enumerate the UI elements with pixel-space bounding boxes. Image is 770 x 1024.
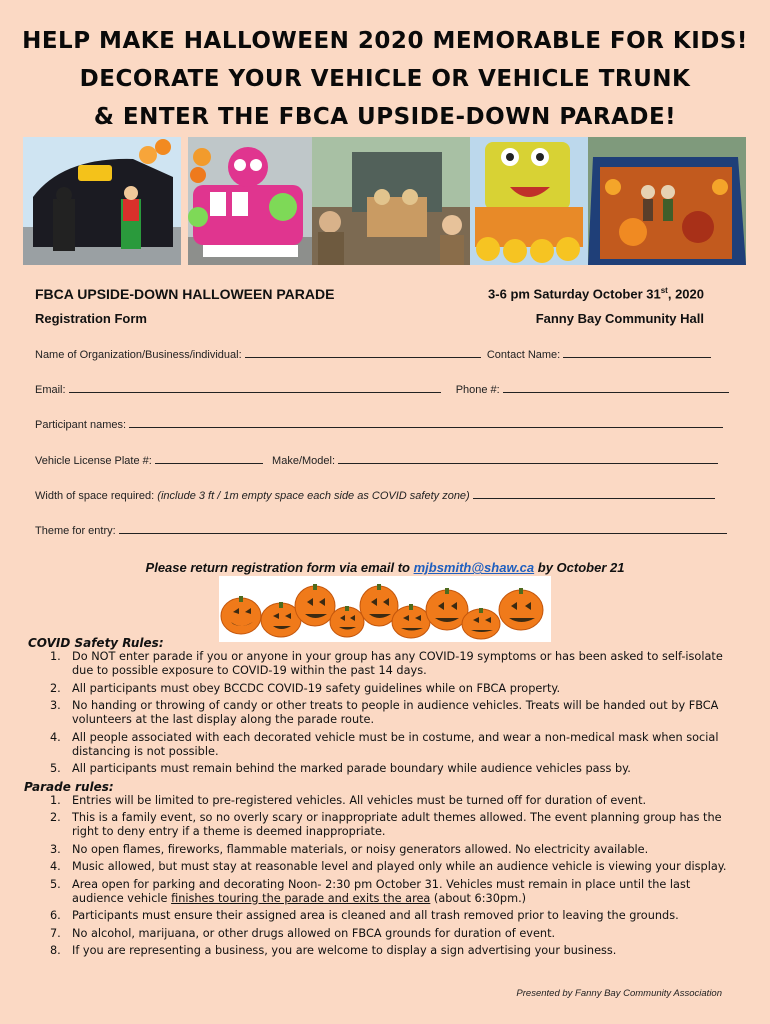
photo-spongebob-costume: [470, 137, 588, 265]
form-row-email: [35, 383, 729, 396]
email-label: Email:: [35, 384, 66, 396]
item-text: Music allowed, but must stay at reasonable level and played only while an audience vehicle is viewing your display.: [72, 860, 727, 873]
contact-field[interactable]: [563, 348, 711, 358]
list-item: [28, 811, 743, 839]
item-text: No open flames, fireworks, flammable materials, or noisy generators allowed. No electricity available.: [72, 842, 649, 856]
participants-label: Participant names:: [35, 419, 127, 431]
form-row-theme: [35, 524, 727, 537]
event-date-time: [488, 286, 704, 301]
item-text: No alcohol, marijuana, or other drugs allowed on FBCA grounds for duration of event.: [72, 926, 556, 940]
item-number: 5.: [50, 762, 61, 775]
plate-field[interactable]: [155, 454, 263, 464]
parade-rules-heading: Parade rules:: [24, 779, 114, 794]
covid-rules-heading: COVID Safety Rules:: [28, 636, 164, 650]
plate-label: Vehicle License Plate #:: [35, 455, 152, 467]
parade-rules-list: [28, 794, 743, 959]
form-subtitle: Registration Form: [35, 311, 147, 326]
form-row-participants: [35, 418, 723, 431]
item-number: 5.: [50, 877, 61, 891]
event-time-text: 3-6 pm Saturday October 31: [488, 286, 661, 302]
phone-field[interactable]: [503, 383, 729, 393]
list-item: [28, 944, 743, 958]
event-year-text: , 2020: [667, 286, 704, 302]
event-date-suffix: st: [660, 286, 668, 295]
item-number: 8.: [50, 944, 61, 957]
headline-line-3: & ENTER THE FBCA UPSIDE-DOWN PARADE!: [93, 104, 677, 130]
list-item: [28, 682, 743, 696]
item-text-end: (about 6:30pm.): [430, 891, 527, 905]
list-item: [28, 794, 743, 808]
width-note: (include 3 ft / 1m empty space each side as COVID safety zone): [157, 490, 470, 502]
list-item: [28, 878, 743, 906]
item-text: Entries will be limited to pre-registered vehicles. All vehicles must be turned off for duration of event.: [72, 793, 647, 807]
theme-label: Theme for entry:: [35, 525, 116, 537]
list-item: [28, 927, 743, 941]
list-item: [28, 731, 743, 759]
phone-label: Phone #:: [455, 384, 500, 396]
item-text: Participants must ensure their assigned area is cleaned and all trash removed prior to leaving the grounds.: [72, 909, 679, 922]
item-text: Area open for parking and decorating Noon- 2:30 pm October 31. Vehicles must remain in place until the last audience vehicle: [72, 877, 691, 905]
item-text: All participants must remain behind the marked parade boundary while audience vehicles pass by.: [72, 762, 631, 775]
org-field[interactable]: [245, 348, 481, 358]
rules-section: [24, 636, 743, 962]
event-location: Fanny Bay Community Hall: [535, 311, 704, 326]
list-item: [28, 650, 743, 678]
list-item: [28, 860, 743, 874]
item-number: 3.: [50, 699, 61, 712]
item-number: 2.: [50, 811, 61, 824]
list-item: [28, 843, 743, 857]
form-row-organization: [35, 348, 711, 361]
theme-field[interactable]: [119, 524, 727, 534]
org-label: Name of Organization/Business/individual:: [35, 349, 242, 361]
width-label: Width of space required:: [35, 490, 155, 502]
form-row-width: [35, 489, 715, 502]
make-field[interactable]: [338, 454, 718, 464]
item-number: 4.: [50, 730, 61, 744]
contact-label: Contact Name:: [486, 349, 561, 361]
list-item: [28, 909, 743, 923]
email-link[interactable]: mjbsmith@shaw.ca: [413, 560, 535, 575]
headline-line-2: DECORATE YOUR VEHICLE OR VEHICLE TRUNK: [79, 66, 691, 92]
participants-field[interactable]: [129, 418, 723, 428]
headline-line-1: HELP MAKE HALLOWEEN 2020 MEMORABLE FOR KIDS!: [22, 28, 748, 54]
return-text-post: by October 21: [534, 560, 625, 575]
covid-rules-list: [28, 650, 743, 776]
event-title: FBCA UPSIDE-DOWN HALLOWEEN PARADE: [35, 286, 335, 302]
item-number: 1.: [50, 650, 61, 663]
email-field[interactable]: [69, 383, 441, 393]
photo-scarecrow-display: [312, 137, 470, 265]
item-number: 7.: [50, 926, 61, 940]
item-text: Do NOT enter parade if you or anyone in your group has any COVID-19 symptoms or has been asked to self-isolate due to possible exposure to COVID-19 within the past 14 days.: [72, 650, 723, 677]
return-instruction: [0, 560, 770, 575]
item-text: No handing or throwing of candy or other treats to people in audience vehicles. Treats will be handed out by FBCA volunteers at the last display along the parade route.: [72, 699, 719, 726]
item-text: This is a family event, so no overly scary or inappropriate adult themes allowed. The event planning group has the right to deny entry if a theme is deemed inappropriate.: [72, 811, 722, 838]
photo-superhero-trunk: [23, 137, 181, 265]
item-text: All people associated with each decorated vehicle must be in costume, and wear a non-medical mask when social distancing is not possible.: [72, 730, 719, 758]
return-text-pre: Please return registration form via email to: [145, 560, 414, 575]
width-field[interactable]: [473, 489, 715, 499]
footer-credit: Presented by Fanny Bay Community Association: [516, 988, 722, 999]
pumpkins-image: [219, 576, 551, 642]
photo-monster-trunk: [188, 137, 312, 265]
item-number: 4.: [50, 860, 61, 873]
item-number: 3.: [50, 842, 61, 856]
photo-autumn-trunk: [588, 137, 746, 265]
item-text: All participants must obey BCCDC COVID-19 safety guidelines while on FBCA property.: [72, 681, 561, 695]
make-label: Make/Model:: [272, 455, 336, 467]
item-number: 2.: [50, 681, 61, 695]
item-number: 6.: [50, 909, 61, 922]
form-row-vehicle: [35, 454, 718, 467]
list-item: [28, 762, 743, 776]
list-item: [28, 699, 743, 727]
item-text-underlined: finishes touring the parade and exits the area: [171, 891, 431, 905]
item-number: 1.: [50, 793, 61, 807]
item-text: If you are representing a business, you are welcome to display a sign advertising your business.: [72, 944, 617, 957]
